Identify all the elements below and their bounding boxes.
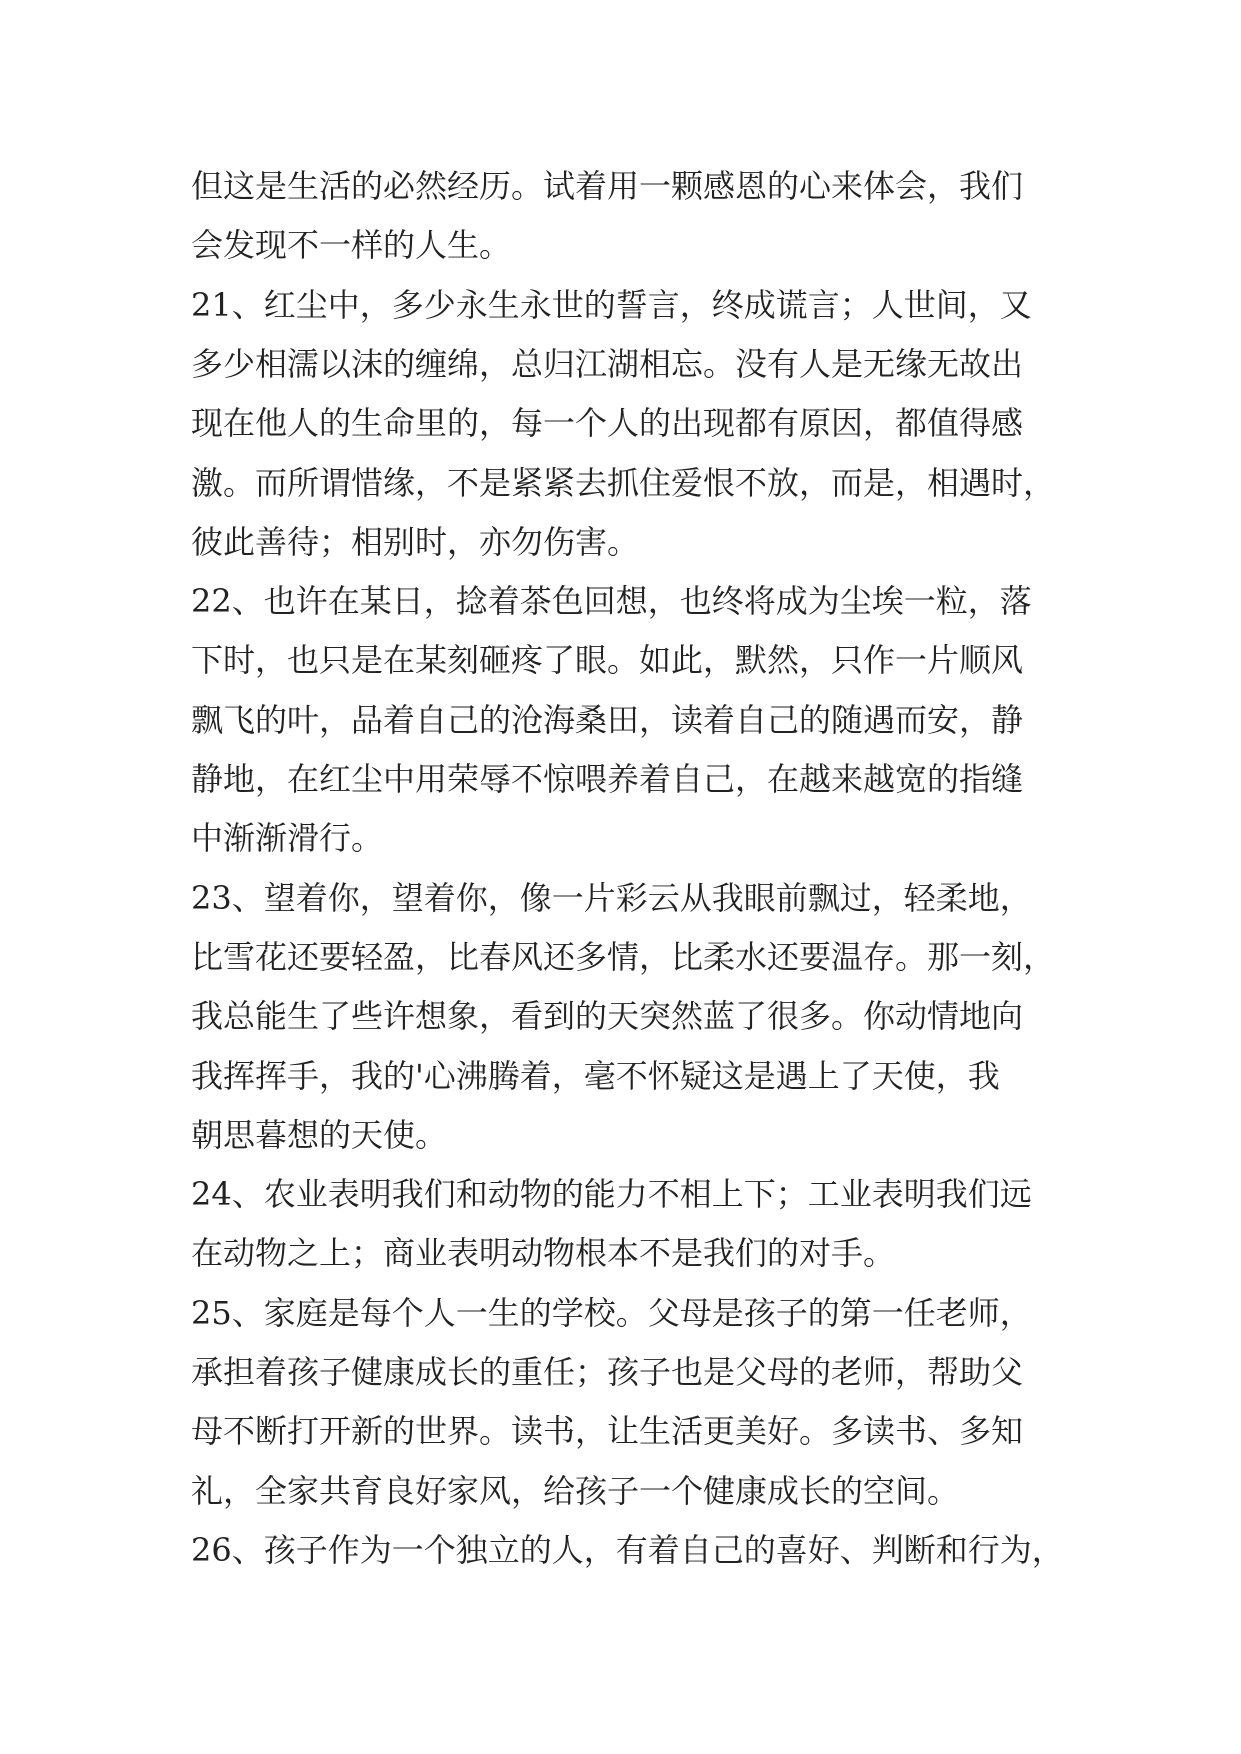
text-line: 23、望着你，望着你，像一片彩云从我眼前飘过，轻柔地， bbox=[191, 879, 1032, 917]
text-line: 静地，在红尘中用荣辱不惊喂养着自己，在越来越宽的指缝 bbox=[191, 760, 1024, 798]
text-line: 承担着孩子健康成长的重任；孩子也是父母的老师，帮助父 bbox=[191, 1353, 1024, 1391]
text-line: 在动物之上；商业表明动物根本不是我们的对手。 bbox=[191, 1234, 896, 1272]
text-line: 母不断打开新的世界。读书，让生活更美好。多读书、多知 bbox=[191, 1412, 1024, 1450]
text-line: 比雪花还要轻盈，比春风还多情，比柔水还要温存。那一刻， bbox=[191, 938, 1056, 976]
text-line: 但这是生活的必然经历。试着用一颗感恩的心来体会，我们 bbox=[191, 167, 1024, 205]
text-line: 礼，全家共育良好家风，给孩子一个健康成长的空间。 bbox=[191, 1472, 960, 1510]
text-line: 彼此善待；相别时，亦勿伤害。 bbox=[191, 523, 640, 561]
text-line: 会发现不一样的人生。 bbox=[191, 226, 512, 264]
text-line: 24、农业表明我们和动物的能力不相上下；工业表明我们远 bbox=[191, 1175, 1032, 1213]
text-line: 21、红尘中，多少永生永世的誓言，终成谎言；人世间，又 bbox=[191, 286, 1032, 324]
text-line: 多少相濡以沫的缠绵，总归江湖相忘。没有人是无缘无故出 bbox=[191, 345, 1024, 383]
text-line: 朝思暮想的天使。 bbox=[191, 1116, 448, 1154]
text-line: 我总能生了些许想象，看到的天突然蓝了很多。你动情地向 bbox=[191, 997, 1024, 1035]
text-line: 我挥挥手，我的'心沸腾着，毫不怀疑这是遇上了天使，我 bbox=[191, 1057, 1000, 1095]
text-line: 现在他人的生命里的，每一个人的出现都有原因，都值得感 bbox=[191, 404, 1024, 442]
text-line: 飘飞的叶，品着自己的沧海桑田，读着自己的随遇而安，静 bbox=[191, 701, 1024, 739]
text-line: 22、也许在某日，捻着茶色回想，也终将成为尘埃一粒，落 bbox=[191, 582, 1032, 620]
text-line: 26、孩子作为一个独立的人，有着自己的喜好、判断和行为， bbox=[191, 1531, 1064, 1569]
text-line: 下时，也只是在某刻砸疼了眼。如此，默然，只作一片顺风 bbox=[191, 641, 1024, 679]
text-line: 中渐渐滑行。 bbox=[191, 819, 384, 857]
text-line: 激。而所谓惜缘，不是紧紧去抓住爱恨不放，而是，相遇时， bbox=[191, 464, 1056, 502]
text-line: 25、家庭是每个人一生的学校。父母是孩子的第一任老师， bbox=[191, 1294, 1032, 1332]
